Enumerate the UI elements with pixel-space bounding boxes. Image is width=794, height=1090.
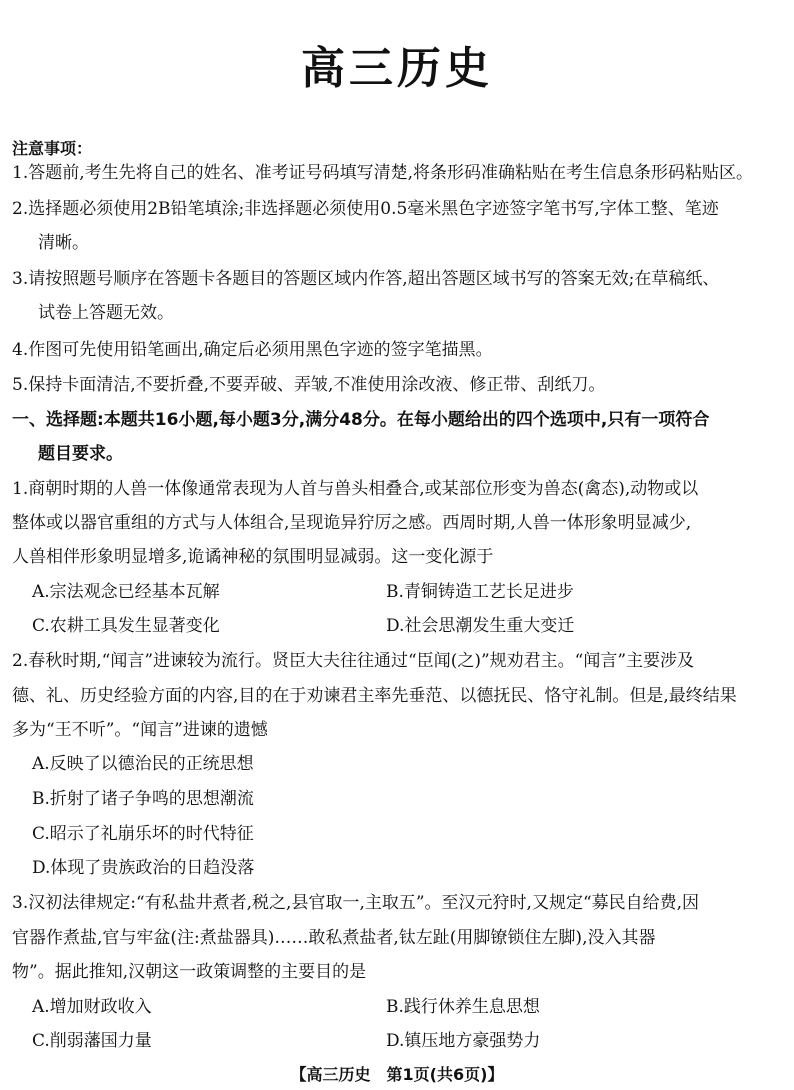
section-heading: 一、选择题:本题共16小题,每小题3分,满分48分。在每小题给出的四个选项中,只有一项符合 — [12, 410, 710, 430]
question-2-option-c: C.昭示了礼崩乐坏的时代特征 — [32, 824, 254, 844]
question-3-line-1: 3.汉初法律规定:“有私盐井煮者,税之,县官取一,主取五”。至汉元狩时,又规定“募民自给费,因 — [12, 893, 700, 913]
page-footer: 【高三历史 第1页(共6页)】 — [290, 1065, 504, 1084]
question-3-option-d: D.镇压地方豪强势力 — [386, 1031, 541, 1051]
question-3-option-c: C.削弱藩国力量 — [32, 1031, 152, 1051]
notice-item-3: 3.请按照题号顺序在答题卡各题目的答题区域内作答,超出答题区域书写的答案无效;在草稿纸、 — [12, 269, 720, 289]
notice-heading: 注意事项： — [12, 139, 93, 158]
notice-item-1: 1.答题前,考生先将自己的姓名、准考证号码填写清楚,将条形码准确粘贴在考生信息条形码粘贴区。 — [12, 163, 754, 183]
question-3-option-a: A.增加财政收入 — [32, 997, 152, 1017]
question-2-line-1: 2.春秋时期,“闻言”进谏较为流行。贤臣大夫往往通过“臣闻(之)”规劝君主。“闻言”主要涉及 — [12, 651, 695, 671]
question-2-line-2: 德、礼、历史经验方面的内容,目的在于劝谏君主率先垂范、以德抚民、恪守礼制。但是,最终结果 — [12, 686, 737, 706]
notice-item-3-cont: 试卷上答题无效。 — [38, 303, 174, 323]
question-2-option-d: D.体现了贵族政治的日趋没落 — [32, 858, 255, 878]
notice-item-4: 4.作图可先使用铅笔画出,确定后必须用黑色字迹的签字笔描黑。 — [12, 340, 493, 360]
question-1-option-a: A.宗法观念已经基本瓦解 — [32, 582, 220, 602]
question-1-option-c: C.农耕工具发生显著变化 — [32, 616, 220, 636]
question-3-option-b: B.践行休养生息思想 — [386, 997, 540, 1017]
page-title: 高三历史 — [301, 43, 493, 94]
question-1-option-b: B.青铜铸造工艺长足进步 — [386, 582, 574, 602]
notice-item-5: 5.保持卡面清洁,不要折叠,不要弄破、弄皱,不准使用涂改液、修正带、刮纸刀。 — [12, 375, 606, 395]
section-heading-cont: 题目要求。 — [38, 444, 123, 464]
question-1-line-2: 整体或以器官重组的方式与人体组合,呈现诡异狞厉之感。西周时期,人兽一体形象明显减少, — [12, 513, 692, 533]
question-1-line-3: 人兽相伴形象明显增多,诡谲神秘的氛围明显减弱。这一变化源于 — [12, 547, 494, 567]
notice-item-2: 2.选择题必须使用2B铅笔填涂;非选择题必须使用0.5毫米黑色字迹签字笔书写,字体工整、笔迹 — [12, 199, 719, 219]
question-3-line-2: 官器作煮盐,官与牢盆(注:煮盐器具)……敢私煮盐者,钛左趾(用脚镣锁住左脚),没入其器 — [12, 928, 656, 948]
question-3-line-3: 物”。据此推知,汉朝这一政策调整的主要目的是 — [12, 962, 367, 982]
notice-item-2-cont: 清晰。 — [38, 233, 89, 253]
question-2-option-b: B.折射了诸子争鸣的思想潮流 — [32, 789, 254, 809]
question-1-line-1: 1.商朝时期的人兽一体像通常表现为人首与兽头相叠合,或某部位形变为兽态(禽态),动物或以 — [12, 479, 699, 499]
question-2-line-3: 多为“王不听”。“闻言”进谏的遗憾 — [12, 720, 268, 740]
question-2-option-a: A.反映了以德治民的正统思想 — [32, 754, 254, 774]
question-1-option-d: D.社会思潮发生重大变迁 — [386, 616, 575, 636]
